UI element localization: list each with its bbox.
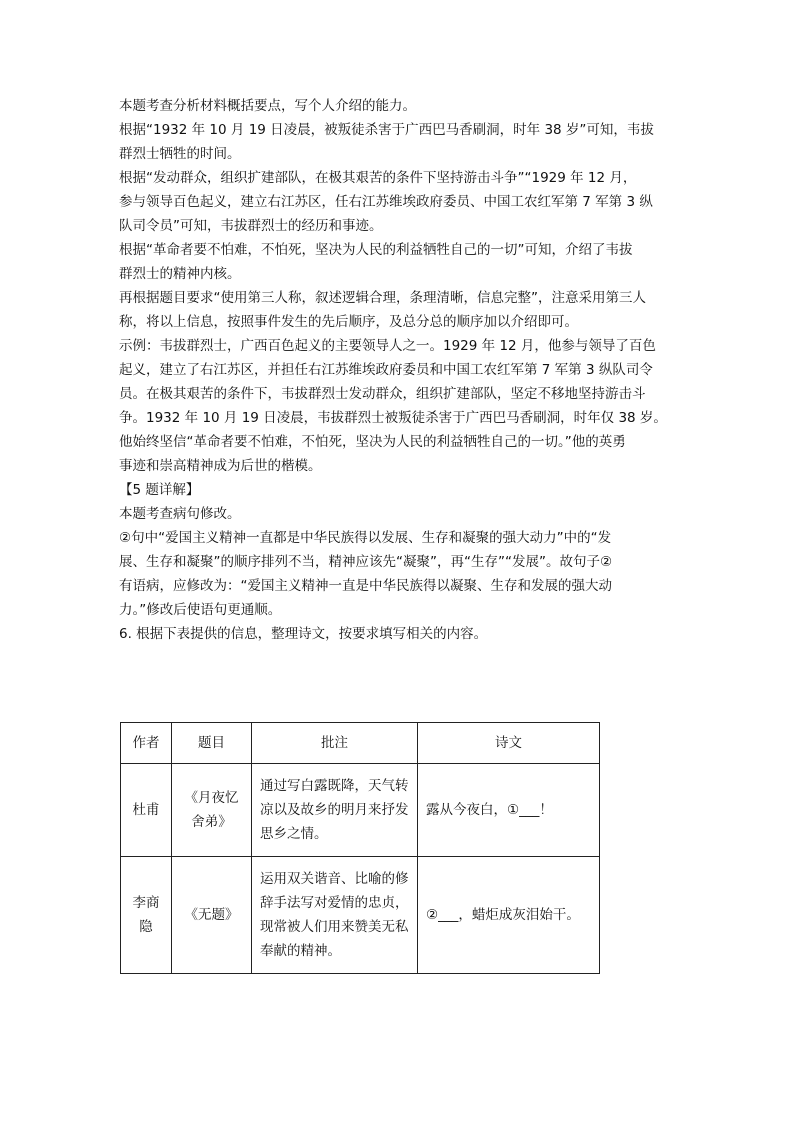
cell-poem: 露从今夜白，①___！: [418, 764, 600, 857]
document-body: [119, 94, 679, 646]
paragraph-line: 再根据题目要求“使用第三人称，叙述逻辑合理，条理清晰，信息完整”，注意采用第三人: [119, 290, 646, 306]
cell-author: 杜甫: [121, 764, 172, 857]
paragraph-line: 根据“1932 年 10 月 19 日凌晨，被叛徒杀害于广西巴马香刷洞，时年 38 岁”可知，韦拔: [119, 122, 654, 138]
poetry-table: [120, 722, 600, 974]
paragraph-line: 他始终坚信“革命者要不怕难，不怕死，坚决为人民的利益牺牲自己的一切。”他的英勇: [119, 434, 626, 450]
cell-poem: ②___，蜡炬成灰泪始干。: [418, 857, 600, 974]
table-row: [121, 764, 600, 857]
paragraph-line: 称，将以上信息，按照事件发生的先后顺序，及总分总的顺序加以介绍即可。: [119, 314, 578, 330]
cell-title: 《月夜忆舍弟》: [172, 764, 252, 857]
header-author: 作者: [121, 723, 172, 764]
section-5-line: 有语病，应修改为：“爱国主义精神一直是中华民族得以凝聚、生存和发展的强大动: [119, 578, 612, 594]
paragraph-line: 队司令员”可知，韦拔群烈士的经历和事迹。: [119, 218, 383, 234]
cell-title: 《无题》: [172, 857, 252, 974]
paragraph-line: 示例：韦拔群烈士，广西百色起义的主要领导人之一。1929 年 12 月，他参与领导了百色: [119, 338, 656, 354]
paragraph-line: 群烈士牺牲的时间。: [119, 146, 241, 162]
table-header-row: [121, 723, 600, 764]
paragraph-line: 群烈士的精神内核。: [119, 266, 241, 282]
section-5-line: 本题考查病句修改。: [119, 506, 241, 522]
paragraph-line: 根据“革命者要不怕难，不怕死，坚决为人民的利益牺牲自己的一切”可知，介绍了韦拔: [119, 242, 633, 258]
paragraph-line: 参与领导百色起义，建立右江苏区，任右江苏维埃政府委员、中国工农红军第 7 军第 3 纵: [119, 194, 653, 210]
paragraph-line: 争。1932 年 10 月 19 日凌晨，韦拔群烈士被叛徒杀害于广西巴马香刷洞，时年仅 38 岁。: [119, 410, 667, 426]
header-poem: 诗文: [418, 723, 600, 764]
header-note: 批注: [252, 723, 418, 764]
paragraph-line: 事迹和崇高精神成为后世的楷模。: [119, 458, 322, 474]
cell-note: 通过写白露既降，天气转凉以及故乡的明月来抒发思乡之情。: [252, 764, 418, 857]
section-5-line: ②句中“爱国主义精神一直都是中华民族得以发展、生存和凝聚的强大动力”中的“发: [119, 530, 612, 546]
section-5-line: 力。”修改后使语句更通顺。: [119, 602, 282, 618]
paragraph-line: 员。在极其艰苦的条件下，韦拔群烈士发动群众，组织扩建部队，坚定不移地坚持游击斗: [119, 386, 646, 402]
cell-note: 运用双关谐音、比喻的修辞手法写对爱情的忠贞，现常被人们用来赞美无私奉献的精神。: [252, 857, 418, 974]
paragraph-line: 本题考查分析材料概括要点，写个人介绍的能力。: [119, 98, 416, 114]
table-row: [121, 857, 600, 974]
cell-author: 李商隐: [121, 857, 172, 974]
question-6-prompt: 6. 根据下表提供的信息，整理诗文，按要求填写相关的内容。: [119, 626, 488, 642]
section-5-heading: 【5 题详解】: [119, 482, 200, 498]
paragraph-line: 根据“发动群众，组织扩建部队，在极其艰苦的条件下坚持游击斗争”“1929 年 12 月，: [119, 170, 637, 186]
header-title: 题目: [172, 723, 252, 764]
paragraph-line: 起义，建立了右江苏区，并担任右江苏维埃政府委员和中国工农红军第 7 军第 3 纵队司令: [119, 362, 653, 378]
section-5-line: 展、生存和凝聚”的顺序排列不当，精神应该先“凝聚”，再“生存”“发展”。故句子②: [119, 554, 613, 570]
